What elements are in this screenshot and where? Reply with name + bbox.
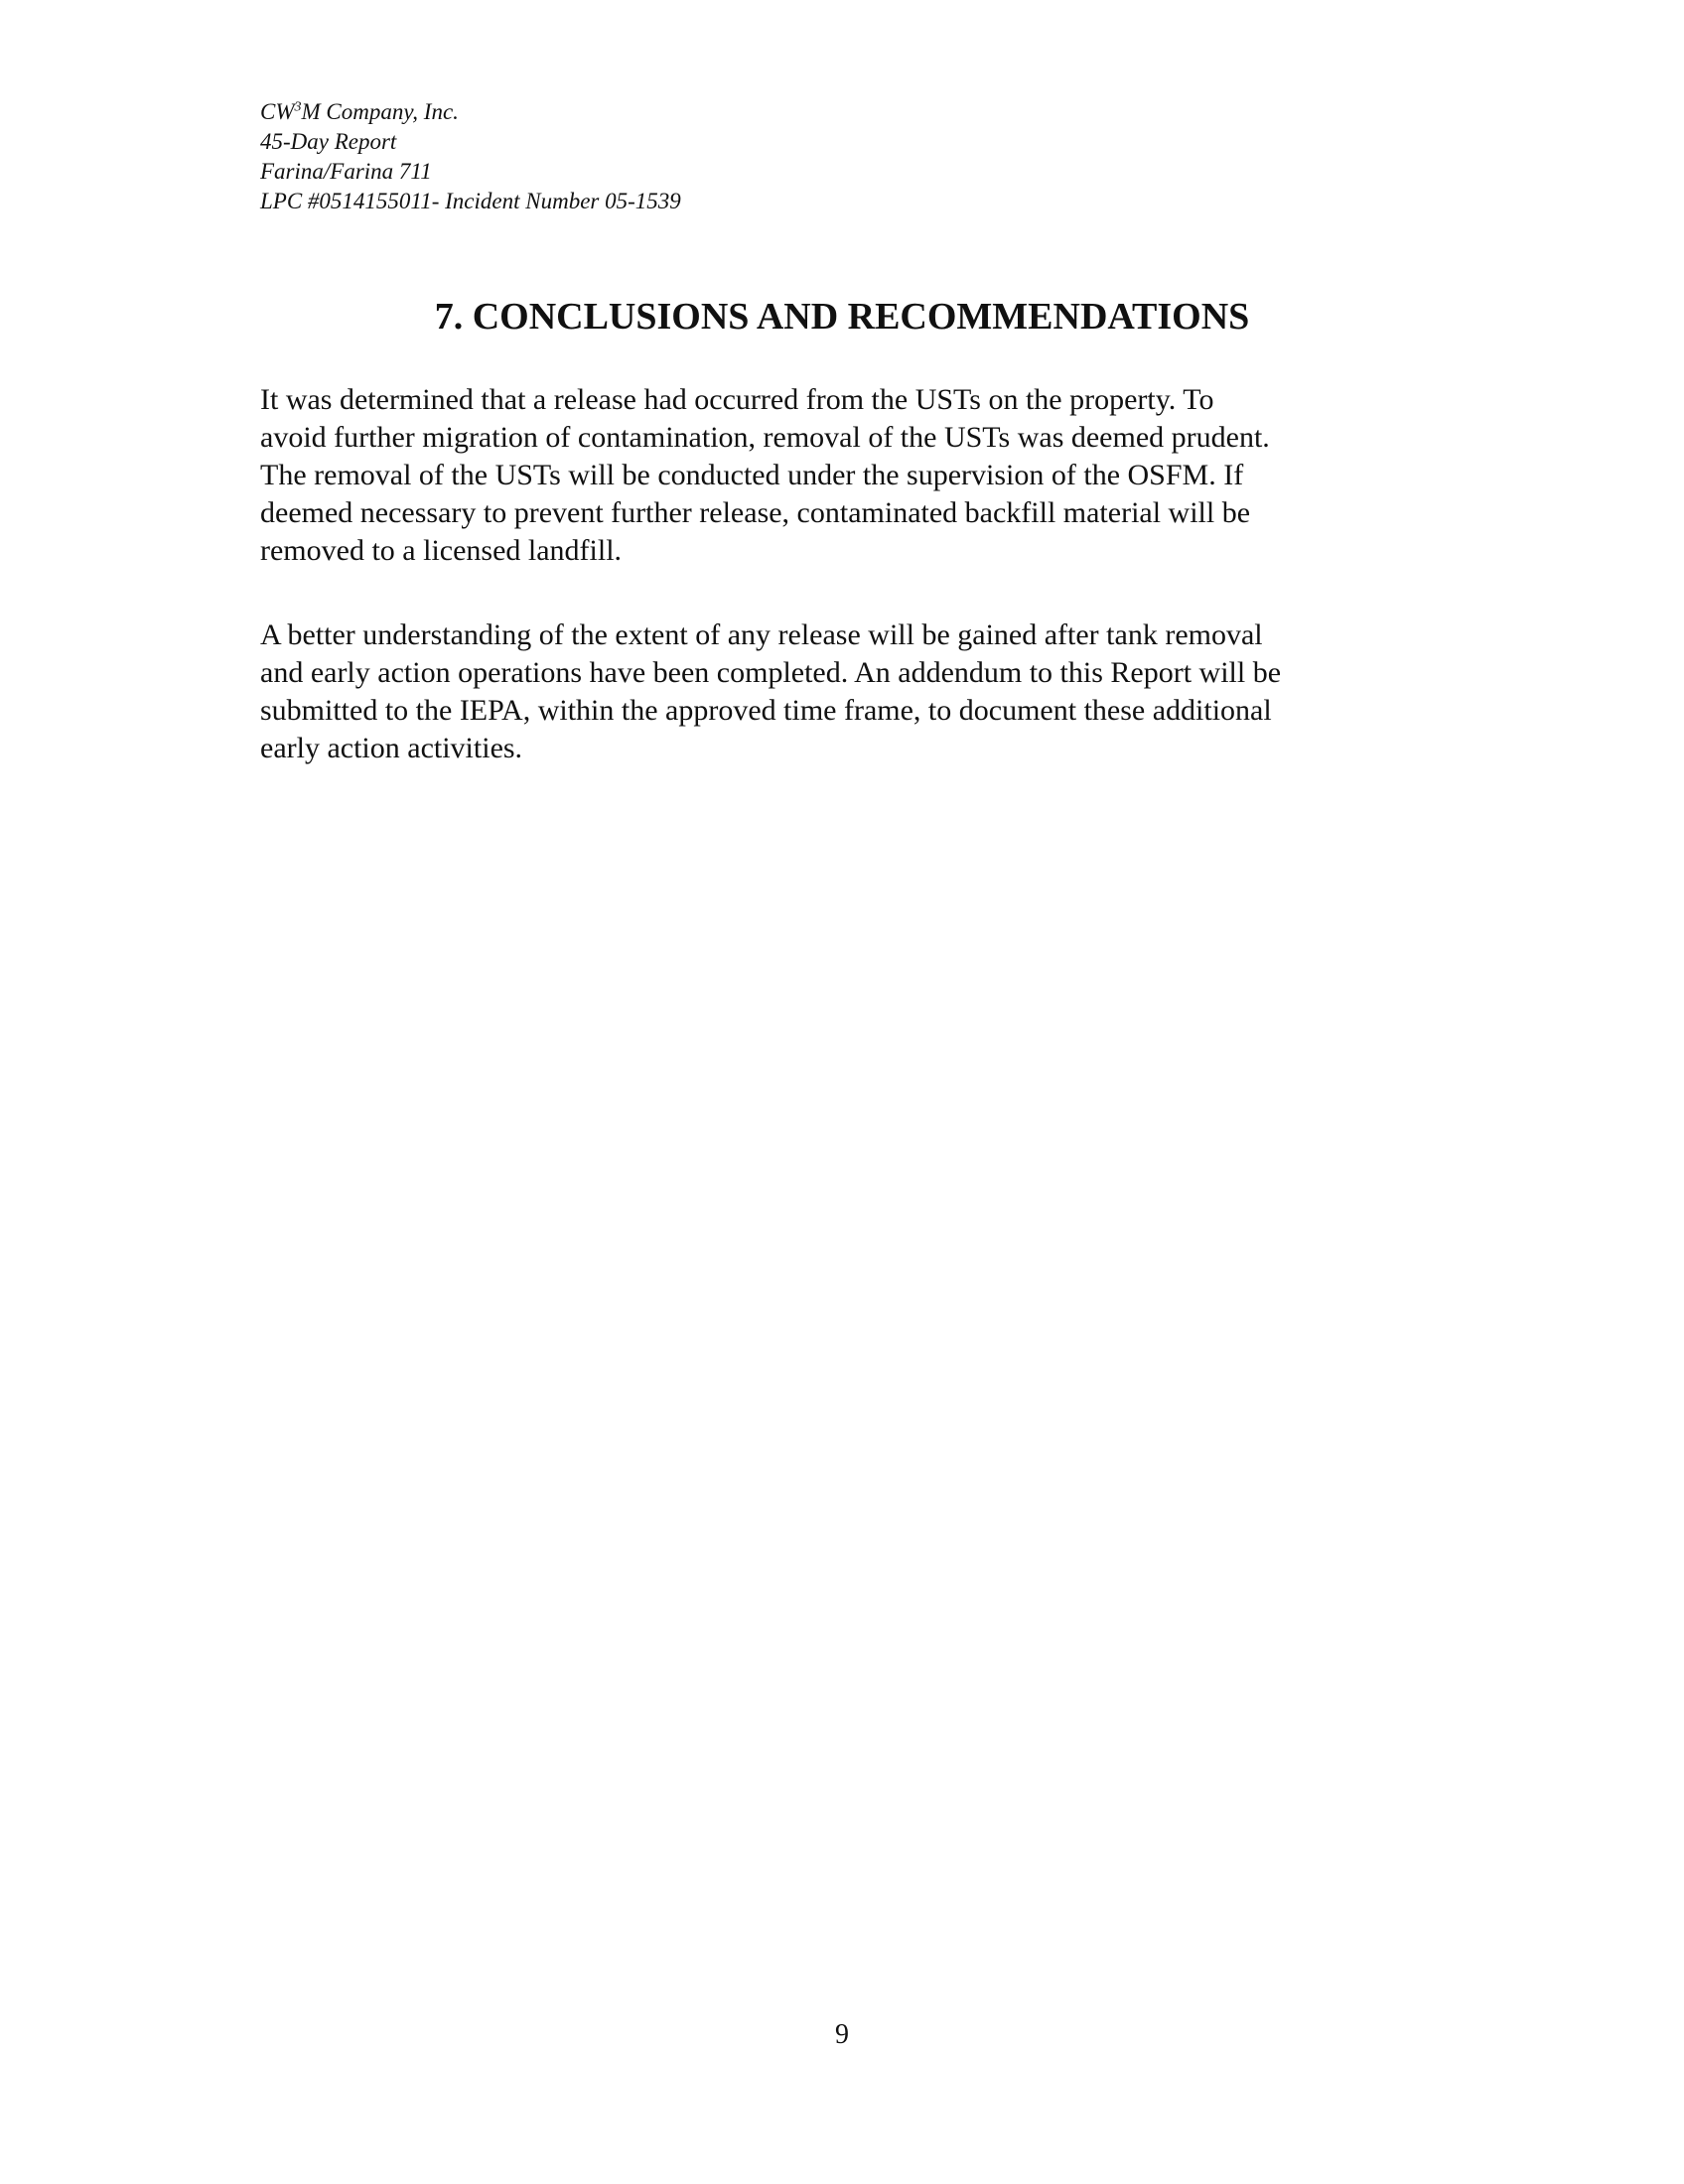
company-name-suffix: M Company, Inc.: [301, 99, 459, 124]
paragraph-line: and early action operations have been completed. An addendum to this Report will be: [260, 656, 1282, 689]
lpc-incident-number: LPC #0514155011- Incident Number 05-1539: [260, 189, 681, 213]
paragraph-line: avoid further migration of contamination, removal of the USTs was deemed prudent.: [260, 421, 1270, 454]
paragraph-line: It was determined that a release had occurred from the USTs on the property. To: [260, 383, 1214, 416]
report-type: 45-Day Report: [260, 129, 397, 154]
company-name-superscript: 3: [294, 99, 302, 115]
paragraph-line: removed to a licensed landfill.: [260, 534, 623, 567]
paragraph-recommendations: [260, 616, 1432, 767]
paragraph-line: deemed necessary to prevent further release, contaminated backfill material will be: [260, 496, 1251, 529]
paragraph-line: early action activities.: [260, 732, 523, 764]
paragraph-line: A better understanding of the extent of any release will be gained after tank removal: [260, 618, 1263, 651]
company-name-prefix: CW: [260, 99, 295, 124]
paragraph-conclusions: [260, 381, 1432, 570]
site-name: Farina/Farina 711: [260, 159, 432, 184]
company-name: [260, 97, 681, 127]
paragraph-line: The removal of the USTs will be conducted under the supervision of the OSFM. If: [260, 459, 1244, 491]
paragraph-line: submitted to the IEPA, within the approved time frame, to document these additional: [260, 694, 1272, 727]
page-number: 9: [835, 2019, 849, 2050]
report-header: [260, 97, 681, 216]
section-title: 7. CONCLUSIONS AND RECOMMENDATIONS: [434, 296, 1250, 338]
